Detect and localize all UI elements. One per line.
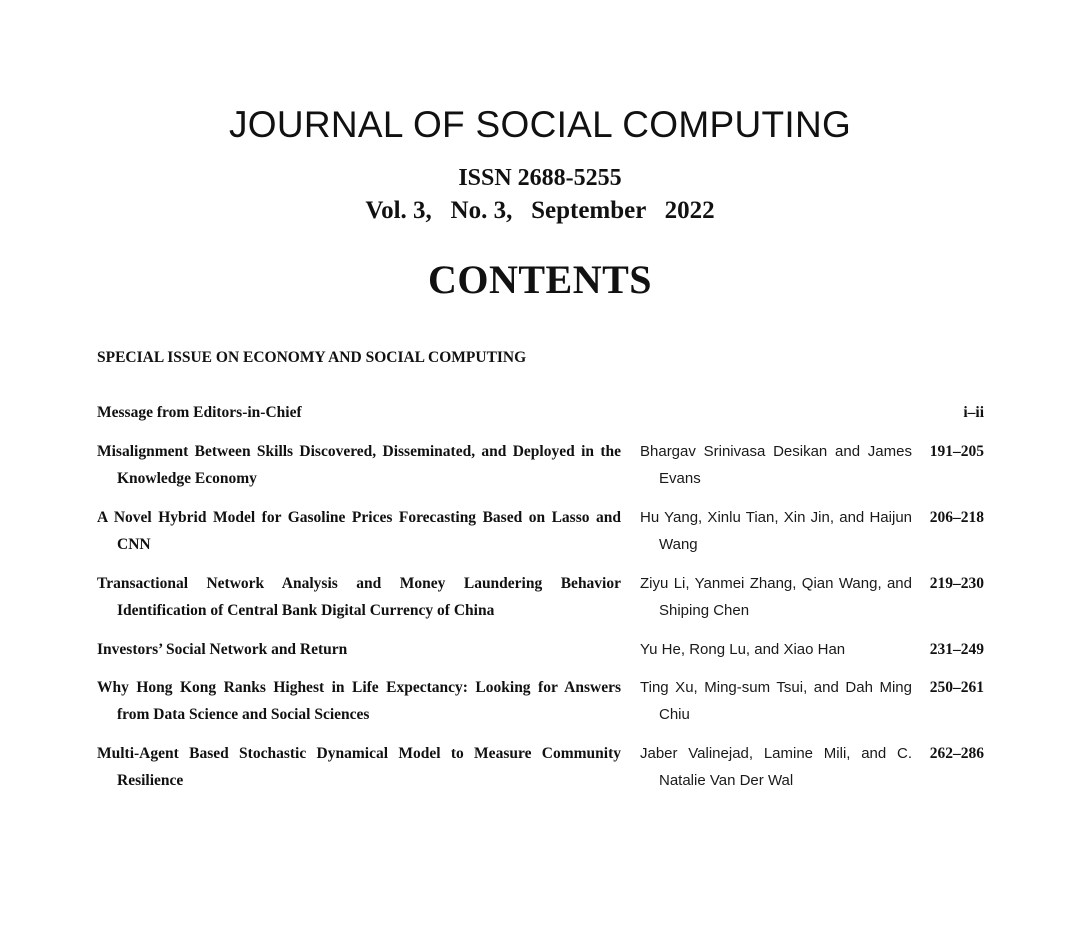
article-pages: 250–261 xyxy=(929,679,984,696)
issn-line: ISSN 2688-5255 xyxy=(458,165,622,191)
article-title[interactable]: Transactional Network Analysis and Money Laundering Behavior Identification of Central Bank Digital Currency of China xyxy=(97,575,621,619)
article-title[interactable]: A Novel Hybrid Model for Gasoline Prices Forecasting Based on Lasso and CNN xyxy=(97,509,621,553)
article-title[interactable]: Message from Editors-in-Chief xyxy=(97,404,302,421)
article-pages: i–ii xyxy=(963,404,984,421)
article-pages: 219–230 xyxy=(929,575,984,592)
article-authors: Ziyu Li, Yanmei Zhang, Qian Wang, and Shiping Chen xyxy=(640,575,912,619)
journal-title: JOURNAL OF SOCIAL COMPUTING xyxy=(228,104,852,145)
article-title[interactable]: Misalignment Between Skills Discovered, Disseminated, and Deployed in the Knowledge Economy xyxy=(97,443,621,487)
article-authors: Bhargav Srinivasa Desikan and James Evans xyxy=(640,443,912,487)
article-authors: Jaber Valinejad, Lamine Mili, and C. Natalie Van Der Wal xyxy=(640,745,912,789)
article-title[interactable]: Investors’ Social Network and Return xyxy=(97,641,348,658)
article-title[interactable]: Multi-Agent Based Stochastic Dynamical Model to Measure Community Resilience xyxy=(97,745,621,789)
article-pages: 231–249 xyxy=(929,641,984,658)
contents-heading: CONTENTS xyxy=(427,257,653,302)
article-pages: 206–218 xyxy=(929,509,984,526)
article-authors: Ting Xu, Ming-sum Tsui, and Dah Ming Chiu xyxy=(640,679,912,723)
article-pages: 191–205 xyxy=(929,443,984,460)
article-authors: Hu Yang, Xinlu Tian, Xin Jin, and Haijun Wang xyxy=(640,509,912,553)
volume-issue-line: Vol. 3, No. 3, September 2022 xyxy=(365,197,715,224)
article-authors: Yu He, Rong Lu, and Xiao Han xyxy=(640,641,846,658)
article-title[interactable]: Why Hong Kong Ranks Highest in Life Expectancy: Looking for Answers from Data Science and Social Sciences xyxy=(97,679,621,723)
section-heading: SPECIAL ISSUE ON ECONOMY AND SOCIAL COMPUTING xyxy=(97,349,527,366)
article-pages: 262–286 xyxy=(929,745,984,762)
